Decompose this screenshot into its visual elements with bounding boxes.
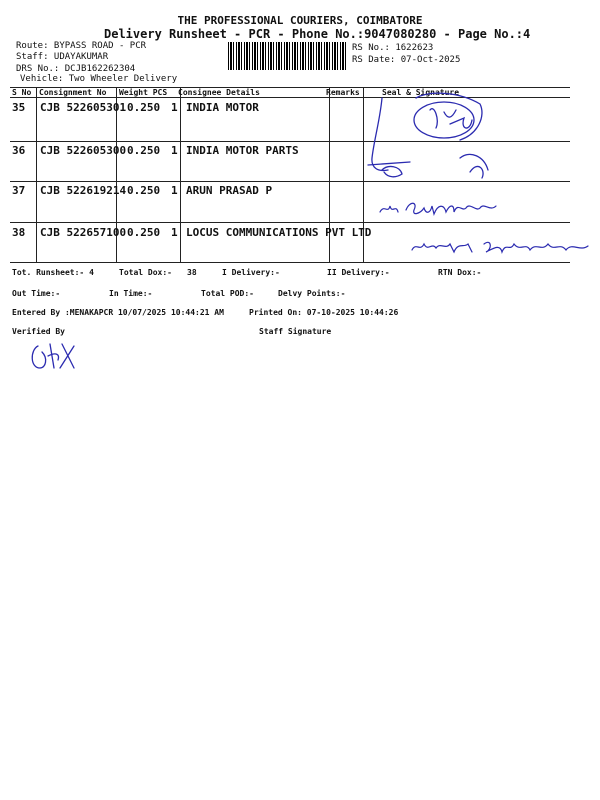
row-pcs: 1: [171, 101, 178, 114]
runsheet-title: Delivery Runsheet - PCR - Phone No.:9047080280 - Page No.:4: [104, 27, 531, 41]
row-consignment: CJB 522657100: [40, 226, 127, 239]
header-consignment: Consignment No: [39, 88, 107, 97]
header-weight-pcs: Weight PCS: [119, 88, 168, 97]
row-weight: 0.250: [127, 101, 161, 114]
row-sno: 37: [12, 184, 26, 197]
handwritten-remark-row37: [378, 196, 508, 220]
staff-info: Staff: UDAYAKUMAR: [16, 52, 109, 62]
verifier-signature: [28, 338, 80, 374]
entered-by: Entered By :MENAKAPCR 10/07/2025 10:44:21 AM: [12, 308, 224, 317]
company-title: THE PROFESSIONAL COURIERS, COIMBATORE: [177, 14, 423, 27]
header-sno: S No: [12, 88, 32, 97]
column-divider: [180, 87, 181, 262]
row-consignee: LOCUS COMMUNICATIONS PVT LTD: [186, 226, 372, 239]
row-weight: 0.250: [127, 144, 161, 157]
header-seal-signature: Seal & Signature: [382, 88, 460, 97]
row-consignee: INDIA MOTOR PARTS: [186, 144, 299, 157]
row-sno: 38: [12, 226, 26, 239]
handwritten-signature: [360, 90, 500, 185]
row-consignment: CJB 522605300: [40, 144, 127, 157]
vehicle-info: Vehicle: Two Wheeler Delivery: [20, 74, 178, 84]
route-info: Route: BYPASS ROAD - PCR: [16, 41, 147, 51]
row-sno: 36: [12, 144, 26, 157]
row-consignee: ARUN PRASAD P: [186, 184, 273, 197]
rs-date: RS Date: 07-Oct-2025: [352, 55, 461, 65]
handwritten-remark-row38: [410, 236, 590, 262]
row-sno: 35: [12, 101, 26, 114]
row-pcs: 1: [171, 184, 178, 197]
in-time: In Time:-: [109, 289, 153, 298]
row-weight: 0.250: [127, 226, 161, 239]
delivery-points: Delvy Points:-: [278, 289, 346, 298]
column-divider: [36, 87, 37, 262]
printed-on: Printed On: 07-10-2025 10:44:26: [249, 308, 399, 317]
row-consignment: CJB 522605301: [40, 101, 127, 114]
row-consignment: CJB 522619214: [40, 184, 127, 197]
total-dox-label: Total Dox:-: [119, 268, 172, 277]
i-delivery: I Delivery:-: [222, 268, 280, 277]
drs-number: DRS No.: DCJB162262304: [16, 64, 136, 74]
total-pod: Total POD:-: [201, 289, 254, 298]
row-divider: [10, 222, 570, 223]
header-remarks: Remarks: [326, 88, 360, 97]
total-dox-value: 38: [187, 268, 197, 277]
out-time: Out Time:-: [12, 289, 61, 298]
ii-delivery: II Delivery:-: [327, 268, 390, 277]
row-weight: 0.250: [127, 184, 161, 197]
table-bottom-border: [10, 262, 570, 263]
row-consignee: INDIA MOTOR: [186, 101, 259, 114]
row-pcs: 1: [171, 144, 178, 157]
header-consignee: Consignee Details: [178, 88, 260, 97]
verified-by-label: Verified By: [12, 327, 65, 336]
total-runsheet: Tot. Runsheet:- 4: [12, 268, 94, 277]
staff-signature-label: Staff Signature: [259, 327, 332, 336]
row-pcs: 1: [171, 226, 178, 239]
rs-number: RS No.: 1622623: [352, 43, 434, 53]
rtn-dox: RTN Dox:-: [438, 268, 482, 277]
barcode: [228, 42, 346, 70]
